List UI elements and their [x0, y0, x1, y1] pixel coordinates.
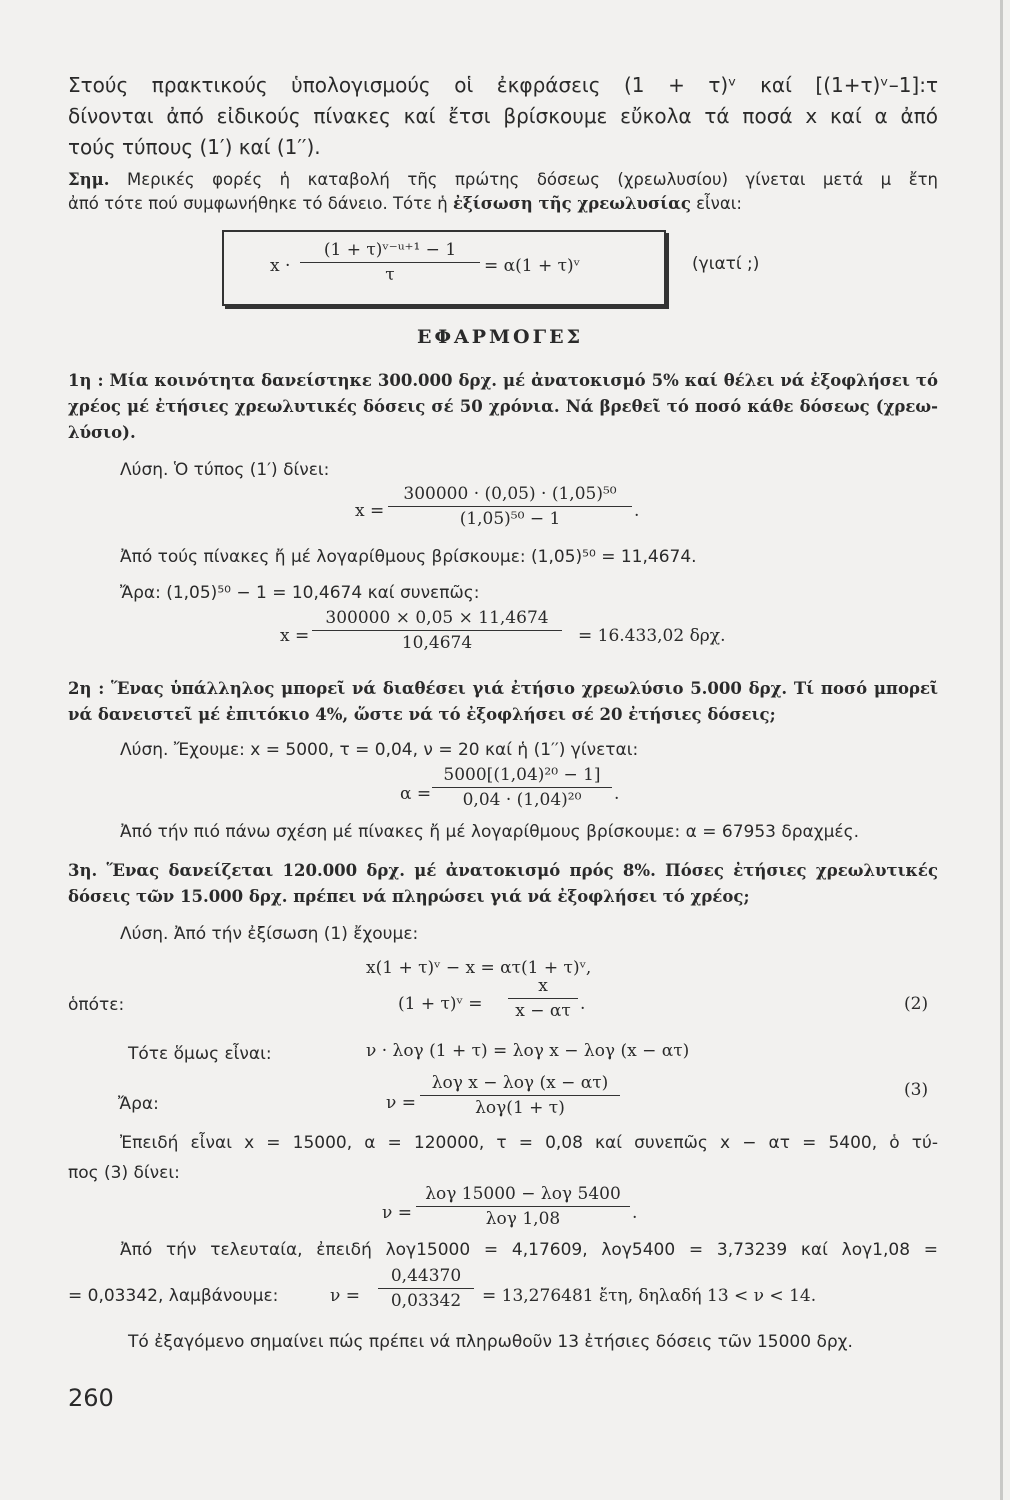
eq2-tag: (2) [904, 994, 929, 1014]
eq4-end: . [632, 1203, 638, 1223]
note-line: ἀπό τότε πού συμφωνήθηκε τό δάνειο. Τότε ἡ [68, 194, 448, 213]
conclusion-line: Τό ἐξαγόμενο σημαίνει πώς πρέπει νά πληρωθοῦν 13 ἐτήσιες δόσεις τῶν 15000 δρχ. [128, 1332, 853, 1352]
f3-denominator: 0,04 · (1,04)²⁰ [462, 790, 582, 810]
eq1: x(1 + τ)ᵛ − x = ατ(1 + τ)ᵛ, [366, 958, 592, 978]
problem-2-statement [68, 676, 938, 728]
f1-denominator: (1,05)⁵⁰ − 1 [459, 509, 561, 529]
f3-end: . [614, 784, 620, 804]
solution-3-intro: Λύση. Ἀπό τήν ἐξίσωση (1) ἔχουμε: [120, 924, 419, 944]
eq4-fraction [416, 1184, 630, 1229]
eq5-denominator: 0,03342 [390, 1291, 462, 1311]
last-line-2-prefix: = 0,03342, λαμβάνουμε: [68, 1286, 279, 1306]
eq4-numerator: λογ 15000 − λογ 5400 [425, 1184, 621, 1204]
eq5-fraction [378, 1266, 474, 1311]
intro-line: δίνονται ἀπό εἰδικούς πίνακες καί ἔτσι βρίσκουμε εὔκολα τά ποσά x καί α ἀπό [68, 104, 938, 128]
note-emphasis: ἐξίσωση τῆς χρεωλυσίας [452, 194, 691, 213]
formula-denominator: τ [385, 265, 395, 285]
f2-fraction [312, 608, 562, 653]
problem-line: χρέος μέ ἐτήσιες χρεωλυτικές δόσεις σέ 50 χρόνια. Νά βρεθεῖ τό ποσό κάθε δόσεως (χρεω- [68, 397, 938, 416]
f3-numerator: 5000[(1,04)²⁰ − 1] [443, 765, 601, 785]
problem-line: 3η. Ἕνας δανείζεται 120.000 δρχ. μέ ἀνατοκισμό πρός 8%. Πόσες ἐτήσιες χρεωλυτικές [68, 861, 938, 880]
page-number: 260 [68, 1384, 114, 1412]
eq2-denominator: x − ατ [515, 1001, 571, 1021]
f2-denominator: 10,4674 [401, 633, 473, 653]
problem-line: νά δανειστεῖ μέ ἐπιτόκιο 4%, ὥστε νά τό ἐξοφλήσει σέ 20 ἐτήσιες δόσεις; [68, 705, 776, 724]
problem-1-statement [68, 368, 938, 446]
f2-lhs: x = [280, 626, 310, 646]
section-heading: ΕΦΑΡΜΟΓΕΣ [416, 326, 584, 348]
problem-line: 2η : Ἕνας ὑπάλληλος μπορεῖ νά διαθέσει γιά ἐτήσιο χρεωλύσιο 5.000 δρχ. Τί ποσό μπορεῖ [68, 679, 938, 698]
note-paragraph [68, 168, 938, 216]
ara-label: Ἄρα: [118, 1094, 159, 1114]
formula-aside: (γιατί ;) [692, 254, 760, 274]
eq4-lhs: ν = [382, 1203, 412, 1223]
formula-prefix: x · [270, 256, 291, 276]
intro-line: Στούς πρακτικούς ὑπολογισμούς οἱ ἐκφράσεις (1 + τ)ᵛ καί [(1+τ)ᵛ–1]:τ [68, 73, 938, 97]
eq2-fraction [508, 976, 578, 1021]
eq3-tag: (3) [904, 1080, 929, 1100]
intro-paragraph [68, 70, 938, 163]
note-line: εἶναι: [696, 194, 742, 213]
f1-end: . [634, 501, 640, 521]
f1-numerator: 300000 · (0,05) · (1,05)⁵⁰ [403, 484, 617, 504]
eq2-end: . [580, 994, 586, 1014]
last-line-1: Ἀπό τήν τελευταία, ἐπειδή λογ15000 = 4,17609, λογ5400 = 3,73239 καί λογ1,08 = [120, 1240, 938, 1260]
since-line: πος (3) δίνει: [68, 1163, 180, 1183]
problem-line: δόσεις τῶν 15.000 δρχ. πρέπει νά πληρώσει γιά νά ἐξοφλήσει τό χρέος; [68, 887, 750, 906]
formula-rhs: = α(1 + τ)ᵛ [484, 256, 580, 276]
f3-lhs: α = [400, 784, 432, 804]
f2-numerator: 300000 × 0,05 × 11,4674 [325, 608, 549, 628]
solution-1-intro: Λύση. Ὁ τύπος (1′) δίνει: [120, 460, 330, 480]
solution-2-intro: Λύση. Ἔχουμε: x = 5000, τ = 0,04, ν = 20 καί ἡ (1′′) γίνεται: [120, 740, 639, 760]
problem-1-tables-line: Ἀπό τούς πίνακες ἤ μέ λογαρίθμους βρίσκουμε: (1,05)⁵⁰ = 11,4674. [120, 547, 697, 567]
eq5-numerator: 0,44370 [390, 1266, 462, 1286]
f2-result: = 16.433,02 δρχ. [578, 626, 726, 646]
eq3-fraction [420, 1073, 620, 1118]
formula-fraction [300, 240, 480, 285]
f1-lhs: x = [355, 501, 385, 521]
problem-line: λύσιο). [68, 423, 136, 442]
since-paragraph [68, 1128, 938, 1188]
problem-2-result: Ἀπό τήν πιό πάνω σχέση μέ πίνακες ἤ μέ λογαρίθμους βρίσκουμε: α = 67953 δραχμές. [120, 822, 859, 842]
problem-1-ara-line: Ἄρα: (1,05)⁵⁰ − 1 = 10,4674 καί συνεπῶς: [120, 583, 480, 603]
tote-label: Τότε ὅμως εἶναι: [128, 1044, 272, 1064]
problem-line: 1η : Μία κοινότητα δανείστηκε 300.000 δρχ. μέ ἀνατοκισμό 5% καί θέλει νά ἐξοφλήσει τό [68, 371, 938, 390]
eq5-result: = 13,276481 ἔτη, δηλαδή 13 < ν < 14. [482, 1286, 817, 1306]
eq3-denominator: λογ(1 + τ) [475, 1098, 565, 1118]
eq4-denominator: λογ 1,08 [485, 1209, 561, 1229]
eq3-numerator: λογ x − λογ (x − ατ) [431, 1073, 609, 1093]
problem-3-statement [68, 858, 938, 910]
formula-numerator: (1 + τ)ᵛ⁻ᵘ⁺¹ − 1 [323, 240, 457, 260]
f3-fraction [432, 765, 612, 810]
note-label: Σημ. [68, 170, 110, 189]
eq3-lhs: ν = [386, 1093, 416, 1113]
eq5-lhs: ν = [330, 1286, 360, 1306]
opote-label: ὁπότε: [68, 995, 125, 1015]
f1-fraction [388, 484, 632, 529]
note-line: Μερικές φορές ἡ καταβολή τῆς πρώτης δόσεως (χρεωλυσίου) γίνεται μετά μ ἔτη [127, 170, 939, 189]
eq2-lhs: (1 + τ)ᵛ = [398, 994, 483, 1014]
since-line: Ἐπειδή εἶναι x = 15000, α = 120000, τ = 0,08 καί συνεπῶς x − ατ = 5400, ὁ τύ- [120, 1133, 938, 1153]
eq-log: ν · λογ (1 + τ) = λογ x − λογ (x − ατ) [366, 1041, 690, 1061]
eq2-numerator: x [538, 976, 548, 996]
intro-line: τούς τύπους (1′) καί (1′′). [68, 135, 321, 159]
page-edge-rule [1000, 0, 1003, 1500]
